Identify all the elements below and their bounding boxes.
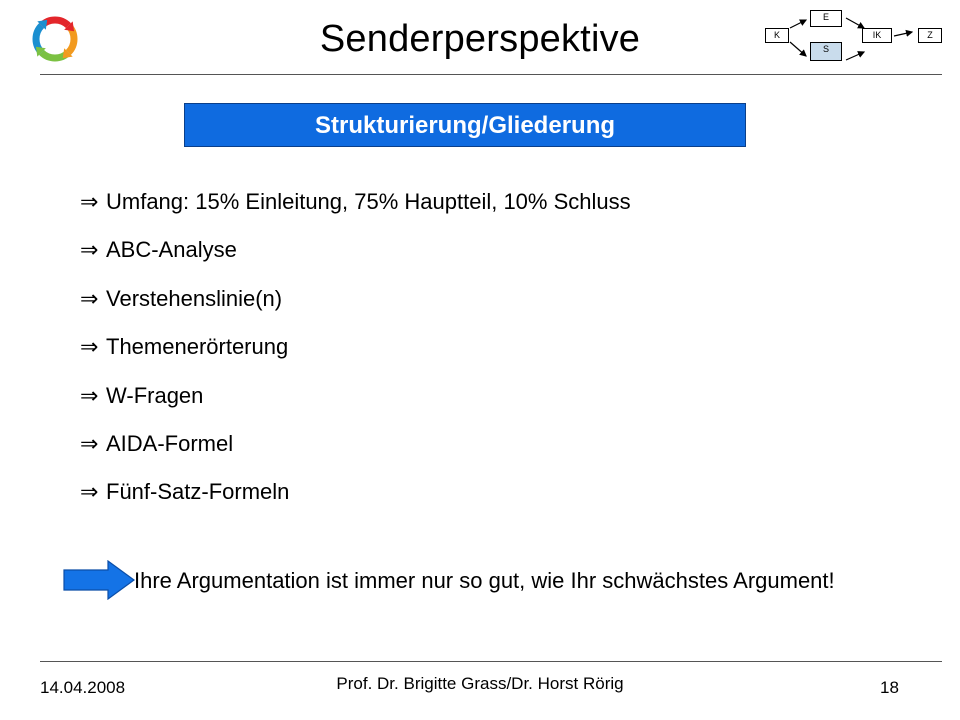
implies-arrow-icon: ⇒ (80, 480, 99, 506)
implies-arrow-icon: ⇒ (80, 286, 99, 312)
communication-model-diagram (762, 8, 950, 70)
list-item-text: Umfang: 15% Einleitung, 75% Hauptteil, 10% Schluss (106, 189, 631, 214)
diagram-box-z: Z (918, 28, 942, 43)
bullet-list (80, 184, 631, 523)
list-item-text: Verstehenslinie(n) (106, 285, 283, 311)
list-item (80, 281, 631, 329)
diagram-box-ik: IK (862, 28, 892, 43)
list-item (80, 329, 631, 377)
list-item-text: W-Fragen (106, 382, 204, 408)
list-item (80, 474, 631, 522)
list-item (80, 184, 631, 232)
diagram-box-k: K (765, 28, 789, 43)
implies-arrow-icon: ⇒ (80, 190, 99, 215)
list-item-text: Fünf-Satz-Formeln (106, 479, 290, 505)
footer-date: 14.04.2008 (40, 678, 126, 697)
callout-text: Ihre Argumentation ist immer nur so gut, wie Ihr schwächstes Argument! (134, 568, 835, 593)
implies-arrow-icon: ⇒ (80, 431, 99, 457)
diagram-box-s: S (810, 42, 842, 61)
right-arrow-icon (62, 560, 136, 600)
list-item-text: ABC-Analyse (106, 237, 237, 263)
page-number: 18 (880, 678, 899, 697)
list-item (80, 232, 631, 280)
diagram-box-e: E (810, 10, 842, 27)
list-item (80, 378, 631, 426)
list-item-text: AIDA-Formel (106, 430, 234, 456)
implies-arrow-icon: ⇒ (80, 383, 99, 409)
list-item (80, 426, 631, 474)
implies-arrow-icon: ⇒ (80, 335, 99, 361)
header-divider (40, 74, 942, 75)
implies-arrow-icon: ⇒ (80, 238, 99, 264)
section-title-banner: Strukturierung/Gliederung (184, 103, 746, 147)
page-title: Senderperspektive (319, 18, 641, 60)
list-item-text: Themenerörterung (106, 334, 289, 360)
footer-divider (40, 661, 942, 662)
footer-authors: Prof. Dr. Brigitte Grass/Dr. Horst Rörig (336, 674, 624, 693)
